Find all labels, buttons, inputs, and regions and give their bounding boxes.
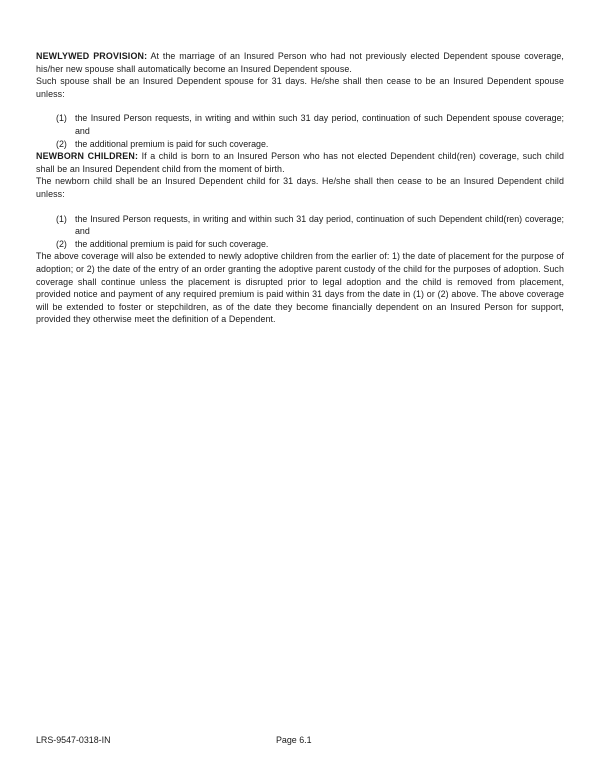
- list-item: [56, 213, 564, 238]
- list-item-marker: (2): [56, 138, 67, 149]
- newlywed-provision-paragraph: [36, 50, 564, 75]
- newborn-children-paragraph: [36, 150, 564, 175]
- page-footer: [36, 733, 564, 747]
- list-item-text: the additional premium is paid for such coverage.: [75, 138, 269, 149]
- newborn-conditions-list: [36, 213, 564, 251]
- newborn-condition-lead: The newborn child shall be an Insured Dependent child for 31 days. He/she shall then cease to be an Insured Dependent child unless:: [36, 176, 564, 199]
- list-item-text: the Insured Person requests, in writing and within such 31 day period, continuation of such Dependent spouse coverage; and: [75, 113, 564, 136]
- list-item-text: the additional premium is paid for such coverage.: [75, 238, 269, 249]
- document-body: [36, 50, 564, 326]
- newlywed-condition-lead: Such spouse shall be an Insured Dependent spouse for 31 days. He/she shall then cease to be an Insured Dependent spouse unless:: [36, 76, 564, 99]
- list-item: [56, 138, 564, 151]
- list-item: [56, 238, 564, 251]
- newborn-children-heading: NEWBORN CHILDREN:: [36, 151, 139, 162]
- list-item-marker: (1): [56, 213, 67, 224]
- form-number: LRS-9547-0318-IN: [36, 735, 111, 745]
- list-item: [56, 112, 564, 137]
- adoptive-children-paragraph: The above coverage will also be extended to newly adoptive children from the earlier of: 1) the date of placement for the purpose of adoption; or 2) the date of the entry of an order granting the adoptive parent custody of the child for the purposes of adoption. Such coverage shall continue unless the placement is disrupted prior to legal adoption and the child is removed from placement, provided notice and payment of any required premium is paid within 31 days from the date in (1) or (2) above. The above coverage will be extended to foster or stepchildren, as of the date they become financially dependent on an Insured Person for support, provided they otherwise meet the definition of a Dependent.: [36, 251, 564, 325]
- list-item-marker: (1): [56, 113, 67, 124]
- list-item-text: the Insured Person requests, in writing and within such 31 day period, continuation of such Dependent child(ren) coverage; and: [75, 213, 564, 237]
- page-number: Page 6.1: [276, 735, 312, 745]
- newlywed-provision-heading: NEWLYWED PROVISION:: [36, 51, 148, 61]
- newborn-children-text: If a child is born to an Insured Person who has not elected Dependent child(ren) coverage, such child shall be an Insured Dependent child from the moment of birth.: [36, 151, 564, 174]
- list-item-marker: (2): [56, 238, 67, 249]
- newlywed-provision-text: At the marriage of an Insured Person who had not previously elected Dependent spouse coverage, his/her new spouse shall automatically become an Insured Dependent spouse.: [36, 51, 564, 74]
- newlywed-conditions-list: [36, 112, 564, 150]
